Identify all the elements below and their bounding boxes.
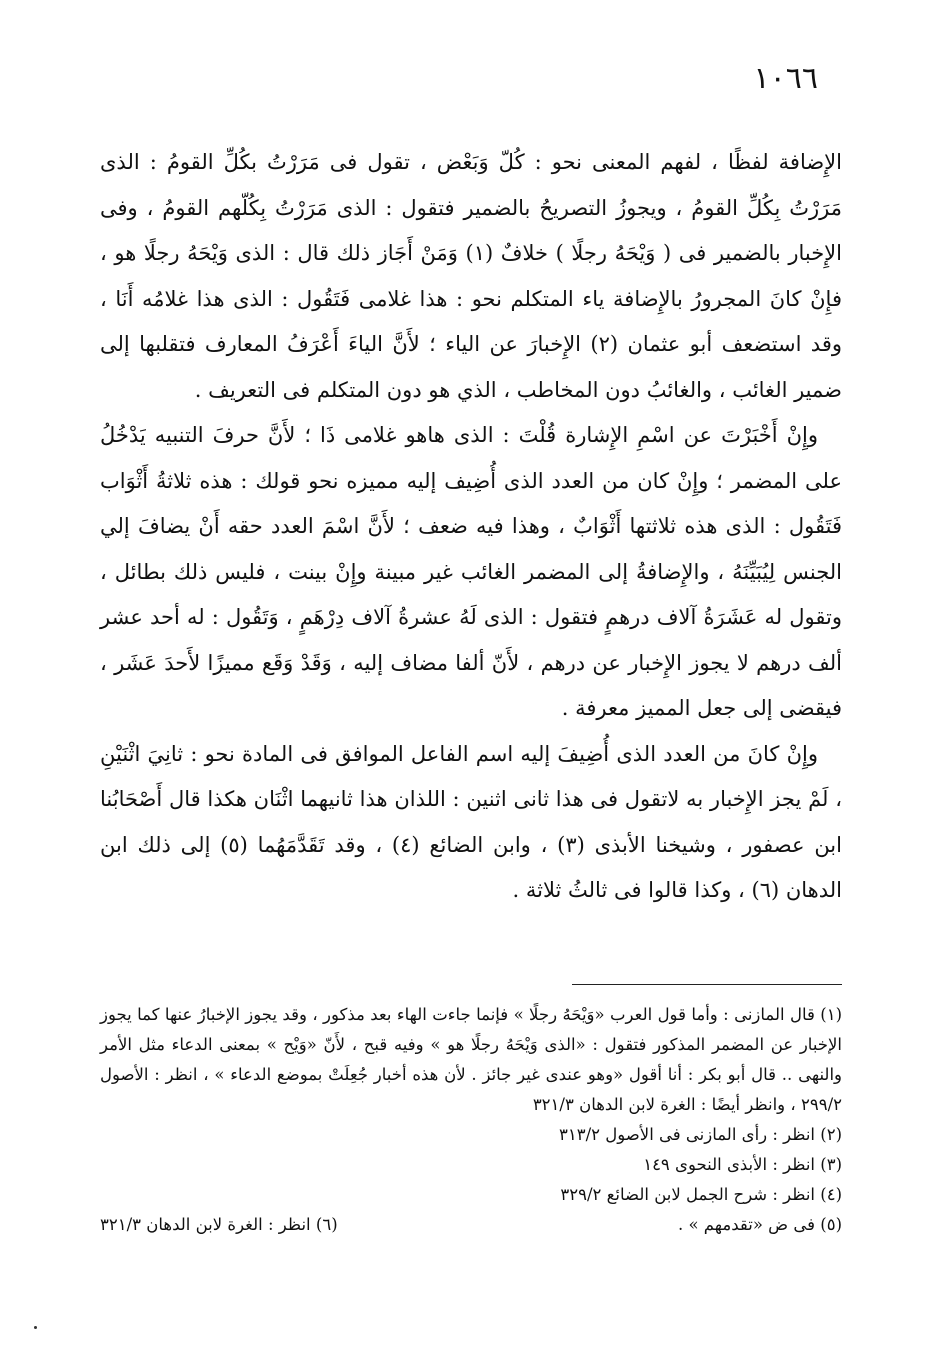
footnote-5: (٥) فى ض «تقدمهم » . [677,1215,842,1234]
paragraph-2: وإِنْ أَخْبَرْتَ عن اسْمِ الإِشارة قُلْتَ : الذى هاهو غلامى ذَا ؛ لأَنَّ حرفَ التنبيه يَدْخُلُ على المضمر ؛ وإِنْ كان من العدد الذى أُضِيف إليه مميزه نحو قولك : هذه ثلاثةُ أَثْوَاب فَتَقُول : الذى هذه ثلاثتها أَثْوَابٌ ، وهذا فيه ضعف ؛ لأَنَّ اسْمَ العدد حقه أَنْ يضافَ إلي الجنس لِيُبَيِّنَهُ ، والإِضافةُ إلى المضمر الغائب غير مبينة وإِنْ بينت ، فليس ذلك بطائل ، وتقول له عَشَرَةُ آلاف درهمٍ فتقول : الذى لَهُ عشرةُ آلاف دِرْهَمٍ ، وَتَقُول : له أحد عشر ألف درهم لا يجوز الإِخبار عن درهم ، لأَنّ ألفا مضاف إليه ، وَقَدْ وَقَع مميزًا لأَحدَ عَشَر ، فيقضى إلى جعل المميز معرفة . [100,423,842,720]
footnote-3: (٣) انظر : الأبذى النحوى ١٤٩ [643,1155,842,1174]
paragraph-3: وإِنْ كانَ من العدد الذى أُضِيفَ إليه اسم الفاعل الموافق فى المادة نحو : ثانِيَ اثْنَيْنِ ، لَمْ يجز الإِخبار به لاتقول فى هذا ثانى اثنين : اللذان هذا ثانيهما اثْنَان هكذا قال أَصْحَابُنا ابن عصفور ، وشيخنا الأبذى (٣) ، وابن الضائع (٤) ، وقد تَقَدَّمَهُما (٥) إلى ذلك ابن الدهان (٦) ، وكذا قالوا فى ثالثُ ثلاثة . [100,741,842,902]
paragraph-1: الإِضافة لفظًا ، لفهم المعنى نحو : كُلّ وَبَعْض ، تقول فى مَرَرْتُ بكُلِّ القومُ : الذى مَرَرْتُ بِكُلِّ القومُ ، ويجوزُ التصريحُ بالضمير فتقول : الذى مَرَرْتُ بِكُلّهم القومُ ، وفى الإِخبار بالضمير فى ( وَيْحَهُ رجلًا ) خلافٌ (١) وَمَنْ أَجَاز ذلك قال : الذى وَيْحَهُ رجلًا هو ، فإِنْ كانَ المجرورُ بالإِضافة ياء المتكلم نحو : هذا غلامى فَتَقُول : الذى هذا غلامُه أَنَا ، وقد استضعف أبو عثمان (٢) الإِخبارَ عن الياء ؛ لأَنَّ الياءَ أَعْرَفُ المعارف فتقلبها إلى ضمير الغائب ، والغائبُ دون المخاطب ، الذي هو دون المتكلم فى التعريف . [100,150,842,402]
scan-speck [34,1326,37,1329]
footnote-row-5-6 [100,1210,842,1240]
footnote-2: (٢) انظر : رأى المازنى فى الأصول ٣١٣/٢ [559,1125,842,1144]
footnotes [100,1000,842,1240]
footnote-1: (١) قال المازنى : وأما قول العرب «وَيْحَهُ رجلًا » فإنما جاءت الهاء بعد مذكور ، وقد يجوز الإخبارُ عنها كما يجوز الإخبار عن المضمر المذكور فتقول : «الذى وَيْحَهُ رجلًا هو » وفيه قبح ، لأَنّ «وَيْح » بمعنى الدعاء مثل الأمر والنهى .. قال أبو بكر : أنا أقول «وهو عندى غير جائز . لأن هذه أخبار جُعِلَتْ بموضع الدعاء » ، انظر : الأصول ٢٩٩/٢ ، وانظر أيضًا : الغرة لابن الدهان ٣٢١/٣ [100,1005,842,1114]
footnote-4: (٤) انظر : شرح الجمل لابن الضائع ٣٢٩/٢ [560,1185,842,1204]
footnote-separator [572,984,842,985]
page-number: ١٠٦٦ [753,61,818,96]
footnote-6: (٦) انظر : الغرة لابن الدهان ٣٢١/٣ [100,1215,338,1234]
main-text [100,140,842,914]
